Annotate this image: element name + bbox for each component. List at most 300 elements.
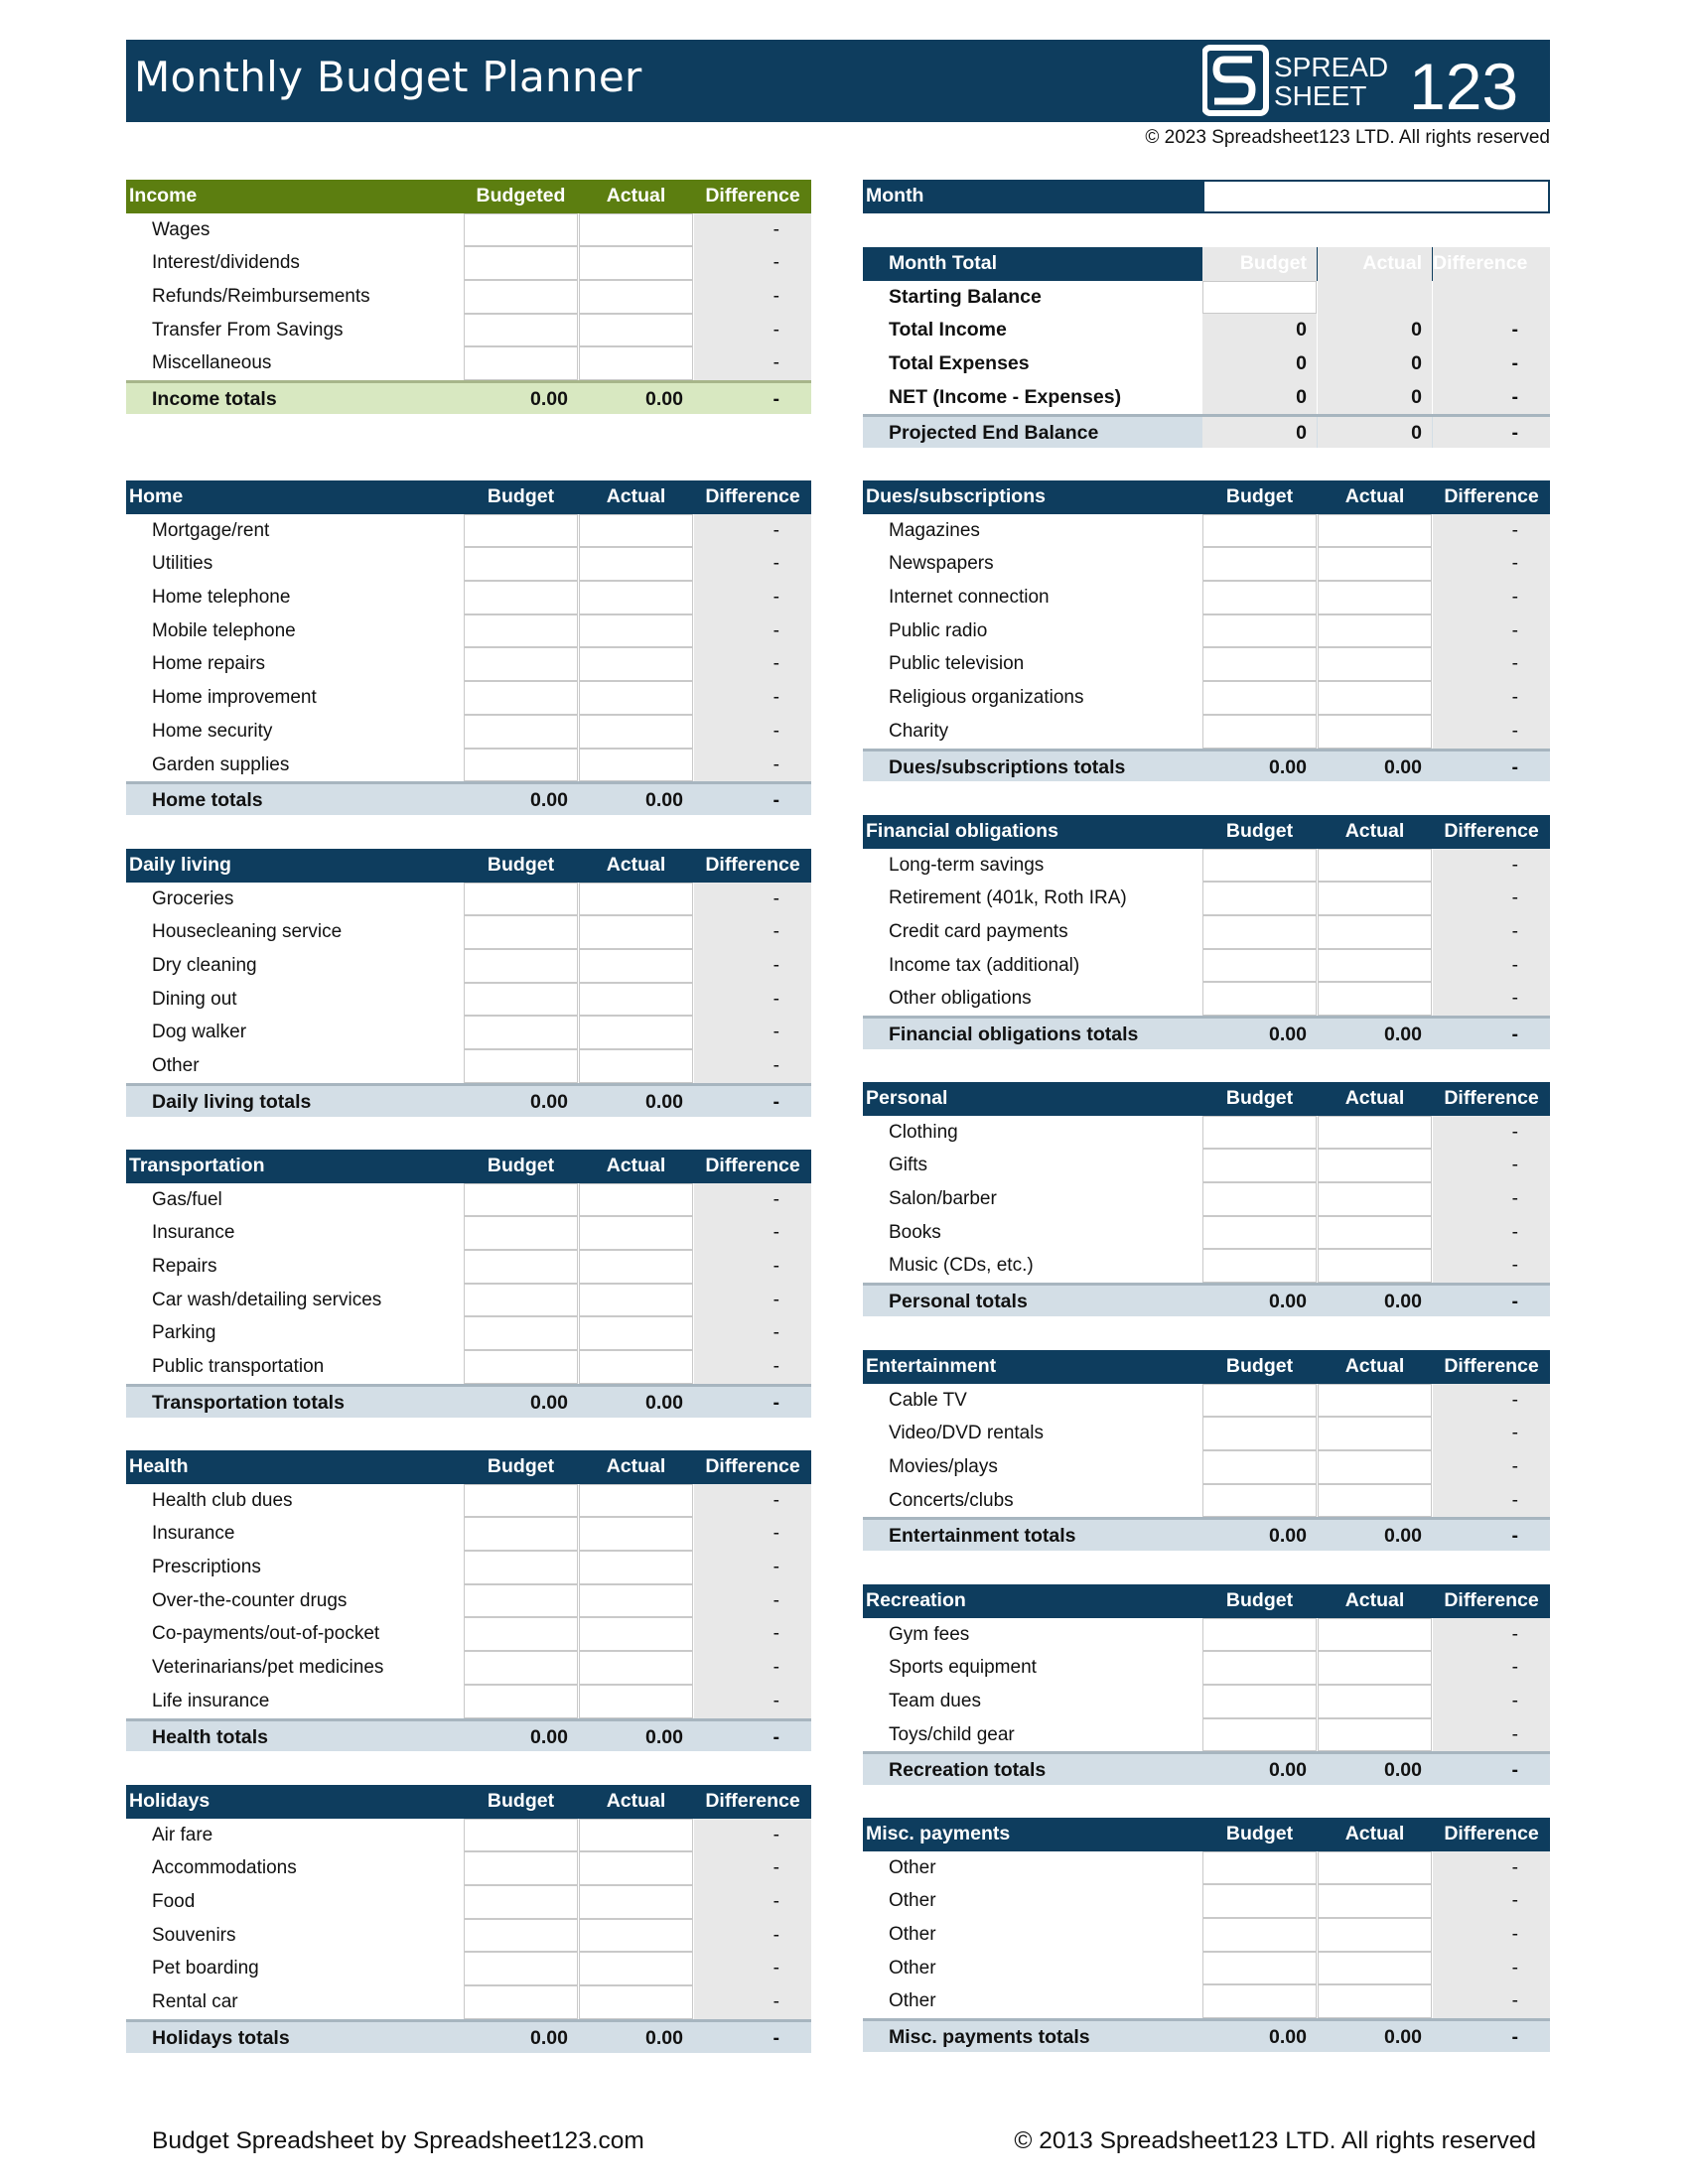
header-difference: Difference	[705, 1155, 800, 1176]
home-budget-input[interactable]	[464, 547, 578, 581]
financial-obligations-budget-input[interactable]	[1202, 882, 1317, 915]
health-actual-input[interactable]	[579, 1651, 693, 1685]
item-difference: -	[1433, 581, 1550, 614]
holidays-header	[126, 1785, 811, 1819]
header-difference: Difference	[1444, 485, 1539, 507]
health-actual-input[interactable]	[579, 1484, 693, 1518]
totals-actual: 0.00	[645, 1725, 683, 1748]
entertainment-budget-input[interactable]	[1202, 1484, 1317, 1518]
entertainment-actual-input[interactable]	[1318, 1417, 1432, 1450]
item-label: Newspapers	[889, 553, 994, 575]
health-budget-input[interactable]	[464, 1484, 578, 1518]
misc-payments-actual-input[interactable]	[1318, 1984, 1432, 2018]
budget-line-item	[863, 1216, 1550, 1250]
income-budget-input[interactable]	[464, 213, 578, 247]
item-label: Long-term savings	[889, 854, 1045, 876]
item-difference: -	[694, 1919, 811, 1953]
health-budget-input[interactable]	[464, 1617, 578, 1651]
header-category: Financial obligations	[866, 820, 1058, 842]
totals-actual: 0.00	[645, 1090, 683, 1113]
budget-line-item	[863, 581, 1550, 614]
transportation-budget-input[interactable]	[464, 1316, 578, 1350]
income-actual-input[interactable]	[579, 280, 693, 314]
projected-actual: 0	[1318, 417, 1432, 448]
item-label: Utilities	[152, 553, 213, 575]
personal-budget-input[interactable]	[1202, 1182, 1317, 1216]
misc-payments-budget-input[interactable]	[1202, 1884, 1317, 1918]
misc-payments-budget-input[interactable]	[1202, 1952, 1317, 1985]
budget-line-item	[863, 1384, 1550, 1418]
totals-actual: 0.00	[645, 388, 683, 411]
item-difference: -	[694, 1584, 811, 1618]
transportation-actual-input[interactable]	[579, 1284, 693, 1317]
dues-subscriptions-budget-input[interactable]	[1202, 681, 1317, 715]
misc-payments-actual-input[interactable]	[1318, 1851, 1432, 1885]
dues-subscriptions-budget-input[interactable]	[1202, 715, 1317, 749]
daily-living-actual-input[interactable]	[579, 1049, 693, 1083]
holidays-budget-input[interactable]	[464, 1885, 578, 1919]
transportation-actual-input[interactable]	[579, 1316, 693, 1350]
daily-living-budget-input[interactable]	[464, 1049, 578, 1083]
dues-subscriptions-actual-input[interactable]	[1318, 647, 1432, 681]
dues-subscriptions-actual-input[interactable]	[1318, 547, 1432, 581]
home-budget-input[interactable]	[464, 614, 578, 648]
item-difference: -	[694, 1851, 811, 1885]
health-budget-input[interactable]	[464, 1551, 578, 1584]
personal-actual-input[interactable]	[1318, 1149, 1432, 1182]
budget-line-item	[863, 514, 1550, 548]
item-difference: -	[694, 1617, 811, 1651]
budget-line-item	[126, 581, 811, 614]
financial-obligations-budget-input[interactable]	[1202, 982, 1317, 1016]
personal-budget-input[interactable]	[1202, 1249, 1317, 1283]
header-difference: Difference	[1444, 1355, 1539, 1377]
summary-difference	[1433, 281, 1550, 315]
transportation-actual-input[interactable]	[579, 1250, 693, 1284]
holidays-budget-input[interactable]	[464, 1819, 578, 1852]
personal-totals-row	[863, 1283, 1550, 1316]
personal-budget-input[interactable]	[1202, 1216, 1317, 1250]
item-difference: -	[694, 1484, 811, 1518]
header-difference: Difference	[1444, 1589, 1539, 1611]
totals-difference: -	[1511, 755, 1518, 778]
item-difference: -	[694, 647, 811, 681]
header-budget: Budget	[487, 485, 555, 507]
entertainment-actual-input[interactable]	[1318, 1384, 1432, 1418]
summary-difference: -	[1433, 314, 1550, 347]
financial-obligations-actual-input[interactable]	[1318, 849, 1432, 883]
recreation-actual-input[interactable]	[1318, 1685, 1432, 1718]
item-difference: -	[1433, 1685, 1550, 1718]
month-total-section	[863, 247, 1550, 448]
income-actual-input[interactable]	[579, 246, 693, 280]
header-category: Recreation	[866, 1589, 966, 1611]
budget-line-item	[126, 1183, 811, 1217]
header-difference: Difference	[1433, 247, 1550, 281]
misc-payments-budget-input[interactable]	[1202, 1984, 1317, 2018]
health-actual-input[interactable]	[579, 1685, 693, 1718]
projected-difference: -	[1433, 417, 1550, 448]
dues-subscriptions-budget-input[interactable]	[1202, 614, 1317, 648]
item-label: Prescriptions	[152, 1557, 261, 1578]
holidays-section	[126, 1785, 811, 2053]
home-actual-input[interactable]	[579, 715, 693, 749]
budget-line-item	[126, 883, 811, 916]
financial-obligations-actual-input[interactable]	[1318, 915, 1432, 949]
income-budget-input[interactable]	[464, 314, 578, 347]
item-difference: -	[694, 213, 811, 247]
personal-actual-input[interactable]	[1318, 1249, 1432, 1283]
item-label: Garden supplies	[152, 753, 290, 775]
financial-obligations-section	[863, 815, 1550, 1049]
item-difference: -	[694, 614, 811, 648]
recreation-budget-input[interactable]	[1202, 1651, 1317, 1685]
summary-label: Starting Balance	[889, 285, 1042, 308]
header-budget: Budget	[487, 854, 555, 876]
holidays-budget-input[interactable]	[464, 1919, 578, 1953]
totals-budget: 0.00	[530, 1391, 568, 1414]
daily-living-header	[126, 849, 811, 883]
budget-line-item	[863, 1884, 1550, 1918]
transportation-section	[126, 1150, 811, 1418]
item-label: Health club dues	[152, 1489, 293, 1511]
recreation-budget-input[interactable]	[1202, 1718, 1317, 1752]
transportation-budget-input[interactable]	[464, 1250, 578, 1284]
summary-budget: 0	[1202, 314, 1317, 347]
summary-label: Total Expenses	[889, 352, 1030, 375]
holidays-actual-input[interactable]	[579, 1819, 693, 1852]
entertainment-budget-input[interactable]	[1202, 1384, 1317, 1418]
budget-line-item	[863, 1851, 1550, 1885]
personal-actual-input[interactable]	[1318, 1116, 1432, 1150]
holidays-actual-input[interactable]	[579, 1885, 693, 1919]
health-budget-input[interactable]	[464, 1685, 578, 1718]
dues-subscriptions-budget-input[interactable]	[1202, 581, 1317, 614]
health-actual-input[interactable]	[579, 1584, 693, 1618]
budget-line-item	[126, 1919, 811, 1953]
item-label: Salon/barber	[889, 1188, 997, 1210]
recreation-budget-input[interactable]	[1202, 1685, 1317, 1718]
financial-obligations-actual-input[interactable]	[1318, 949, 1432, 983]
health-budget-input[interactable]	[464, 1517, 578, 1551]
home-budget-input[interactable]	[464, 749, 578, 782]
header-actual: Actual	[606, 854, 666, 876]
totals-actual: 0.00	[1384, 2026, 1422, 2049]
budget-line-item	[863, 1685, 1550, 1718]
daily-living-actual-input[interactable]	[579, 1016, 693, 1049]
header-actual: Actual	[1344, 1823, 1405, 1844]
item-difference: -	[1433, 1651, 1550, 1685]
income-budget-input[interactable]	[464, 246, 578, 280]
page-title: Monthly Budget Planner	[134, 53, 642, 101]
health-header	[126, 1450, 811, 1484]
transportation-actual-input[interactable]	[579, 1350, 693, 1384]
entertainment-actual-input[interactable]	[1318, 1450, 1432, 1484]
item-difference: -	[694, 514, 811, 548]
financial-obligations-budget-input[interactable]	[1202, 915, 1317, 949]
header-category: Income	[129, 185, 198, 206]
daily-living-actual-input[interactable]	[579, 949, 693, 983]
financial-obligations-actual-input[interactable]	[1318, 982, 1432, 1016]
dues-subscriptions-budget-input[interactable]	[1202, 647, 1317, 681]
dues-subscriptions-actual-input[interactable]	[1318, 715, 1432, 749]
budget-line-item	[863, 715, 1550, 749]
summary-actual	[1318, 281, 1432, 315]
home-budget-input[interactable]	[464, 514, 578, 548]
daily-living-budget-input[interactable]	[464, 949, 578, 983]
health-actual-input[interactable]	[579, 1517, 693, 1551]
dues-subscriptions-actual-input[interactable]	[1318, 614, 1432, 648]
recreation-actual-input[interactable]	[1318, 1651, 1432, 1685]
budget-line-item	[863, 1651, 1550, 1685]
home-budget-input[interactable]	[464, 647, 578, 681]
totals-label: Health totals	[152, 1725, 269, 1748]
item-label: Miscellaneous	[152, 352, 272, 374]
item-label: Team dues	[889, 1691, 981, 1712]
item-label: Home improvement	[152, 687, 317, 709]
item-label: Over-the-counter drugs	[152, 1589, 348, 1611]
budget-line-item	[126, 1952, 811, 1985]
totals-budget: 0.00	[530, 1090, 568, 1113]
budget-line-item	[126, 514, 811, 548]
budget-line-item	[126, 1584, 811, 1618]
health-totals-row	[126, 1718, 811, 1752]
header-difference: Difference	[1444, 1823, 1539, 1844]
home-budget-input[interactable]	[464, 681, 578, 715]
daily-living-budget-input[interactable]	[464, 915, 578, 949]
holidays-budget-input[interactable]	[464, 1851, 578, 1885]
header-budget: Budget	[1225, 1087, 1294, 1109]
misc-payments-budget-input[interactable]	[1202, 1918, 1317, 1952]
dues-subscriptions-budget-input[interactable]	[1202, 547, 1317, 581]
item-difference: -	[694, 949, 811, 983]
footer-credit: Budget Spreadsheet by Spreadsheet123.com	[152, 2127, 644, 2154]
totals-actual: 0.00	[645, 1391, 683, 1414]
item-difference: -	[1433, 1182, 1550, 1216]
totals-actual: 0.00	[645, 789, 683, 812]
holidays-budget-input[interactable]	[464, 1952, 578, 1985]
budget-line-item	[126, 1885, 811, 1919]
item-label: Pet boarding	[152, 1958, 259, 1979]
misc-payments-actual-input[interactable]	[1318, 1884, 1432, 1918]
health-actual-input[interactable]	[579, 1617, 693, 1651]
item-difference: -	[694, 715, 811, 749]
budget-line-item	[126, 647, 811, 681]
health-section	[126, 1450, 811, 1751]
totals-budget: 0.00	[1269, 1024, 1307, 1046]
item-label: Insurance	[152, 1523, 235, 1545]
home-actual-input[interactable]	[579, 614, 693, 648]
item-label: Air fare	[152, 1824, 213, 1845]
recreation-actual-input[interactable]	[1318, 1718, 1432, 1752]
health-budget-input[interactable]	[464, 1584, 578, 1618]
item-label: Groceries	[152, 887, 234, 909]
totals-difference: -	[1511, 1291, 1518, 1313]
financial-obligations-budget-input[interactable]	[1202, 849, 1317, 883]
income-actual-input[interactable]	[579, 314, 693, 347]
totals-label: Financial obligations totals	[889, 1024, 1139, 1046]
home-budget-input[interactable]	[464, 581, 578, 614]
home-actual-input[interactable]	[579, 581, 693, 614]
entertainment-budget-input[interactable]	[1202, 1450, 1317, 1484]
footer-copyright: © 2013 Spreadsheet123 LTD. All rights reserved	[1014, 2127, 1536, 2154]
totals-budget: 0.00	[530, 2026, 568, 2049]
item-difference: -	[694, 681, 811, 715]
income-header	[126, 180, 811, 213]
financial-obligations-actual-input[interactable]	[1318, 882, 1432, 915]
item-label: Public radio	[889, 619, 988, 641]
income-totals-row	[126, 380, 811, 414]
month-total-header	[863, 247, 1550, 281]
daily-living-actual-input[interactable]	[579, 983, 693, 1017]
budget-line-item	[863, 1618, 1550, 1652]
header-difference: Difference	[705, 485, 800, 507]
transportation-budget-input[interactable]	[464, 1350, 578, 1384]
misc-payments-actual-input[interactable]	[1318, 1952, 1432, 1985]
dues-subscriptions-budget-input[interactable]	[1202, 514, 1317, 548]
dues-subscriptions-header	[863, 480, 1550, 514]
item-label: Other	[152, 1055, 200, 1077]
item-difference: -	[1433, 1484, 1550, 1518]
item-label: Internet connection	[889, 587, 1050, 609]
item-difference: -	[694, 1985, 811, 2019]
budget-line-item	[863, 949, 1550, 983]
projected-label: Projected End Balance	[889, 422, 1099, 445]
item-difference: -	[694, 1517, 811, 1551]
dues-subscriptions-totals-row	[863, 749, 1550, 782]
totals-budget: 0.00	[1269, 1525, 1307, 1548]
holidays-budget-input[interactable]	[464, 1985, 578, 2019]
recreation-budget-input[interactable]	[1202, 1618, 1317, 1652]
item-difference: -	[1433, 1851, 1550, 1885]
misc-payments-header	[863, 1818, 1550, 1851]
home-actual-input[interactable]	[579, 547, 693, 581]
item-label: Magazines	[889, 519, 980, 541]
dues-subscriptions-actual-input[interactable]	[1318, 681, 1432, 715]
misc-payments-budget-input[interactable]	[1202, 1851, 1317, 1885]
item-difference: -	[1433, 1417, 1550, 1450]
budget-line-item	[863, 1484, 1550, 1518]
copyright-notice: © 2023 Spreadsheet123 LTD. All rights reserved	[1145, 127, 1550, 148]
totals-label: Entertainment totals	[889, 1525, 1076, 1548]
holidays-actual-input[interactable]	[579, 1985, 693, 2019]
transportation-budget-input[interactable]	[464, 1216, 578, 1250]
daily-living-budget-input[interactable]	[464, 883, 578, 916]
daily-living-actual-input[interactable]	[579, 915, 693, 949]
totals-label: Dues/subscriptions totals	[889, 755, 1126, 778]
totals-budget: 0.00	[530, 1725, 568, 1748]
income-section	[126, 180, 811, 414]
income-actual-input[interactable]	[579, 346, 693, 380]
home-actual-input[interactable]	[579, 514, 693, 548]
item-difference: -	[1433, 1249, 1550, 1283]
item-difference: -	[694, 246, 811, 280]
header-actual: Actual	[1344, 820, 1405, 842]
header-category: Entertainment	[866, 1355, 997, 1377]
transportation-actual-input[interactable]	[579, 1183, 693, 1217]
personal-actual-input[interactable]	[1318, 1182, 1432, 1216]
budget-line-item	[126, 1985, 811, 2019]
daily-living-actual-input[interactable]	[579, 883, 693, 916]
entertainment-budget-input[interactable]	[1202, 1417, 1317, 1450]
projected-end-balance-row	[863, 414, 1550, 448]
item-difference: -	[694, 1651, 811, 1685]
budget-line-item	[863, 1417, 1550, 1450]
daily-living-budget-input[interactable]	[464, 1016, 578, 1049]
budget-line-item	[863, 547, 1550, 581]
holidays-actual-input[interactable]	[579, 1851, 693, 1885]
home-budget-input[interactable]	[464, 715, 578, 749]
entertainment-actual-input[interactable]	[1318, 1484, 1432, 1518]
home-actual-input[interactable]	[579, 749, 693, 782]
dues-subscriptions-actual-input[interactable]	[1318, 514, 1432, 548]
totals-difference: -	[1511, 2026, 1518, 2049]
totals-budget: 0.00	[1269, 2026, 1307, 2049]
income-budget-input[interactable]	[464, 346, 578, 380]
income-actual-input[interactable]	[579, 213, 693, 247]
budget-line-item	[126, 715, 811, 749]
month-input[interactable]	[1202, 180, 1550, 213]
holidays-actual-input[interactable]	[579, 1952, 693, 1985]
misc-payments-actual-input[interactable]	[1318, 1918, 1432, 1952]
starting-balance-input[interactable]	[1202, 281, 1317, 315]
item-label: Religious organizations	[889, 687, 1084, 709]
header-actual: Actual	[606, 185, 666, 206]
transportation-budget-input[interactable]	[464, 1284, 578, 1317]
item-label: Retirement (401k, Roth IRA)	[889, 887, 1127, 909]
budget-line-item	[126, 1617, 811, 1651]
income-budget-input[interactable]	[464, 280, 578, 314]
holidays-actual-input[interactable]	[579, 1919, 693, 1953]
header-actual: Actual	[1344, 1589, 1405, 1611]
item-difference: -	[1433, 915, 1550, 949]
personal-header	[863, 1082, 1550, 1116]
home-actual-input[interactable]	[579, 647, 693, 681]
header-category: Month Total	[889, 252, 998, 274]
item-label: Accommodations	[152, 1857, 297, 1879]
item-difference: -	[1433, 1884, 1550, 1918]
financial-obligations-budget-input[interactable]	[1202, 949, 1317, 983]
recreation-section	[863, 1584, 1550, 1785]
header-actual: Actual	[606, 1790, 666, 1812]
personal-budget-input[interactable]	[1202, 1149, 1317, 1182]
item-label: Gas/fuel	[152, 1188, 222, 1210]
home-actual-input[interactable]	[579, 681, 693, 715]
personal-actual-input[interactable]	[1318, 1216, 1432, 1250]
budget-line-item	[863, 681, 1550, 715]
transportation-actual-input[interactable]	[579, 1216, 693, 1250]
item-label: Video/DVD rentals	[889, 1423, 1044, 1444]
daily-living-section	[126, 849, 811, 1117]
summary-budget: 0	[1202, 347, 1317, 381]
health-actual-input[interactable]	[579, 1551, 693, 1584]
totals-label: Misc. payments totals	[889, 2026, 1090, 2049]
daily-living-budget-input[interactable]	[464, 983, 578, 1017]
item-difference: -	[1433, 1149, 1550, 1182]
totals-difference: -	[773, 1725, 779, 1748]
transportation-budget-input[interactable]	[464, 1183, 578, 1217]
budget-line-item	[863, 982, 1550, 1016]
recreation-actual-input[interactable]	[1318, 1618, 1432, 1652]
header-difference: Difference	[1444, 1087, 1539, 1109]
totals-actual: 0.00	[1384, 1525, 1422, 1548]
personal-budget-input[interactable]	[1202, 1116, 1317, 1150]
health-budget-input[interactable]	[464, 1651, 578, 1685]
budget-line-item	[863, 1952, 1550, 1985]
item-difference: -	[694, 280, 811, 314]
svg-text:123: 123	[1409, 50, 1519, 119]
dues-subscriptions-actual-input[interactable]	[1318, 581, 1432, 614]
